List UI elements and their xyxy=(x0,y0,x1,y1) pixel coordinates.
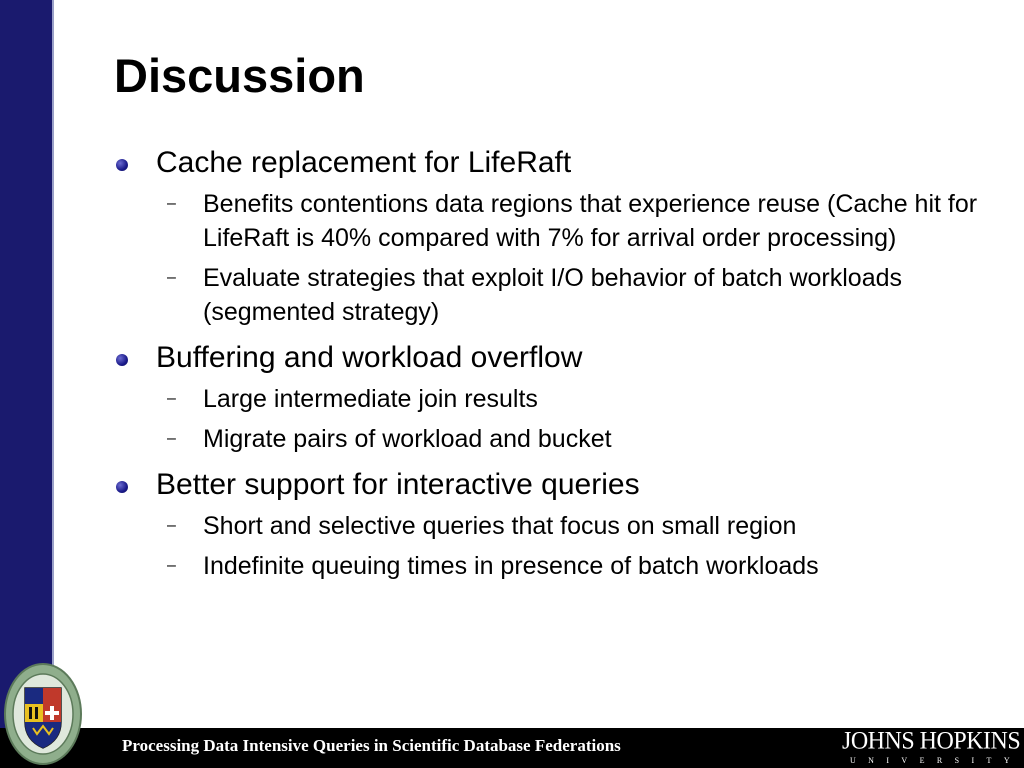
dash-icon: – xyxy=(167,390,176,407)
dash-icon: – xyxy=(167,430,176,447)
sub-bullet-text: Short and selective queries that focus on small region xyxy=(203,512,797,540)
dash-icon: – xyxy=(167,269,176,286)
sub-bullet-item xyxy=(112,261,992,329)
sub-bullet-text: Migrate pairs of workload and bucket xyxy=(203,425,612,453)
university-seal-icon xyxy=(3,662,83,766)
sub-bullet-item xyxy=(112,422,992,456)
sub-bullet-item xyxy=(112,549,992,583)
sub-bullet-item xyxy=(112,187,992,255)
round-bullet-icon xyxy=(116,481,128,493)
bullet-item xyxy=(112,145,992,181)
university-logo-sub: UNIVERSITY xyxy=(850,756,1022,765)
sub-bullet-text: Large intermediate join results xyxy=(203,385,538,413)
sub-bullet-item xyxy=(112,382,992,416)
slide-content xyxy=(112,145,992,583)
round-bullet-icon xyxy=(116,159,128,171)
left-accent-bar xyxy=(0,0,52,768)
dash-icon: – xyxy=(167,195,176,212)
sub-bullet-item xyxy=(112,509,992,543)
slide-title: Discussion xyxy=(114,49,365,102)
bullet-item xyxy=(112,467,992,503)
dash-icon: – xyxy=(167,517,176,534)
dash-icon: – xyxy=(167,557,176,574)
sub-bullet-text: Evaluate strategies that exploit I/O behavior of batch workloads (segmented strategy) xyxy=(203,264,902,326)
university-logo-name: JOHNS HOPKINS xyxy=(842,727,1021,755)
sub-bullet-text: Benefits contentions data regions that experience reuse (Cache hit for LifeRaft is 40% compared with 7% for arrival order processing) xyxy=(203,190,978,252)
left-accent-bar-edge xyxy=(52,0,54,728)
round-bullet-icon xyxy=(116,354,128,366)
bullet-text: Better support for interactive queries xyxy=(156,468,640,501)
footer-title: Processing Data Intensive Queries in Scientific Database Federations xyxy=(122,736,621,755)
bullet-text: Cache replacement for LifeRaft xyxy=(156,146,572,179)
bullet-item xyxy=(112,340,992,376)
bullet-text: Buffering and workload overflow xyxy=(156,341,583,374)
sub-bullet-text: Indefinite queuing times in presence of batch workloads xyxy=(203,552,819,580)
